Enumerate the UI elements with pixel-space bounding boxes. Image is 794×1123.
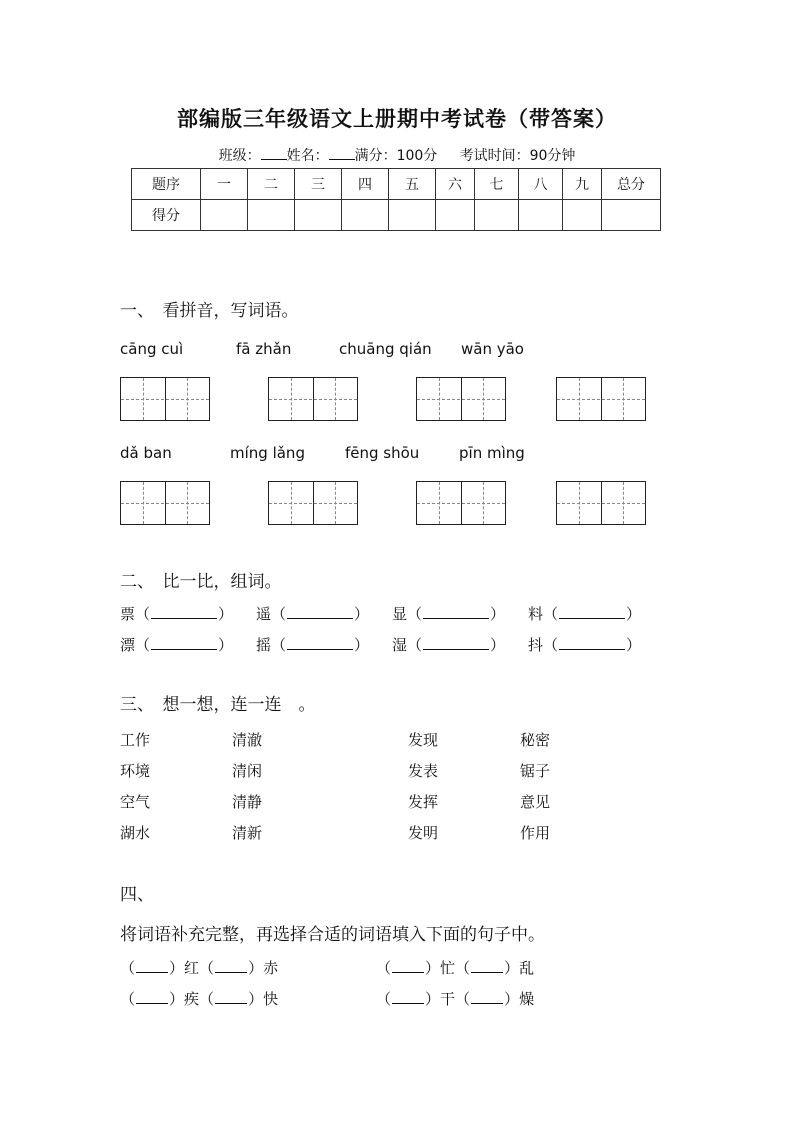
fill-char: 快 (263, 990, 279, 1008)
match-word[interactable]: 清闲 (232, 762, 263, 780)
score-cell[interactable] (519, 200, 563, 231)
match-word[interactable]: 秘密 (520, 731, 551, 749)
match-word[interactable]: 作用 (520, 824, 551, 842)
fill-item: （ ）红（ ）赤 (120, 959, 279, 977)
class-blank[interactable] (261, 147, 287, 160)
table-header: 五 (389, 169, 436, 200)
score-table-row (132, 200, 661, 231)
match-word[interactable]: 锯子 (520, 762, 551, 780)
answer-blank[interactable] (151, 605, 217, 619)
pinyin-8: pīn mìng (459, 444, 525, 462)
compare-char: 遥 (256, 605, 272, 623)
section3-heading: 三、 想一想，连一连 。 (120, 695, 316, 715)
pinyin-4: wān yāo (461, 340, 524, 358)
score-cell[interactable] (201, 200, 248, 231)
score-cell[interactable] (563, 200, 602, 231)
class-label: 班级： (218, 148, 261, 164)
score-table (131, 168, 661, 231)
match-word[interactable]: 工作 (120, 731, 151, 749)
fill-char: 红 (184, 959, 200, 977)
compare-char: 漂 (120, 636, 136, 654)
compare-item: 显（ ） (392, 605, 506, 623)
answer-blank[interactable] (151, 636, 217, 650)
compare-item: 摇（ ） (256, 636, 370, 654)
match-word[interactable]: 清静 (232, 793, 263, 811)
match-word[interactable]: 意见 (520, 793, 551, 811)
compare-item: 遥（ ） (256, 605, 370, 623)
table-header: 一 (201, 169, 248, 200)
writing-grid[interactable] (416, 377, 506, 421)
section4-instruction: 将词语补充完整，再选择合适的词语填入下面的句子中。 (120, 925, 545, 945)
answer-blank[interactable] (423, 636, 489, 650)
page-title: 部编版三年级语文上册期中考试卷（带答案） (177, 107, 617, 131)
row-label: 得分 (132, 200, 201, 231)
score-cell[interactable] (602, 200, 661, 231)
table-header: 总分 (602, 169, 661, 200)
exam-info (0, 145, 794, 165)
score-cell[interactable] (295, 200, 342, 231)
match-word[interactable]: 发表 (408, 762, 439, 780)
score-cell[interactable] (436, 200, 475, 231)
match-word[interactable]: 清澈 (232, 731, 263, 749)
name-label: 姓名： (286, 148, 329, 164)
answer-blank[interactable] (215, 959, 247, 973)
compare-item: 漂（ ） (120, 636, 234, 654)
score-cell[interactable] (248, 200, 295, 231)
fill-item: （ ）忙（ ）乱 (376, 959, 535, 977)
fill-char: 干 (440, 990, 456, 1008)
exam-time: 考试时间：90分钟 (459, 148, 576, 164)
score-table-header-row (132, 169, 661, 200)
section4-heading: 四、 (120, 885, 154, 905)
section1-heading: 一、 看拼音，写词语。 (120, 301, 299, 321)
answer-blank[interactable] (287, 636, 353, 650)
compare-item: 料（ ） (528, 605, 642, 623)
score-cell[interactable] (389, 200, 436, 231)
name-blank[interactable] (329, 147, 355, 160)
answer-blank[interactable] (392, 990, 424, 1004)
writing-grid[interactable] (120, 377, 210, 421)
fill-char: 燥 (519, 990, 535, 1008)
pinyin-7: fēng shōu (345, 444, 420, 462)
compare-item: 票（ ） (120, 605, 234, 623)
match-word[interactable]: 清新 (232, 824, 263, 842)
match-word[interactable]: 发明 (408, 824, 439, 842)
writing-grid[interactable] (556, 481, 646, 525)
answer-blank[interactable] (287, 605, 353, 619)
pinyin-6: míng lǎng (230, 444, 305, 462)
answer-blank[interactable] (559, 636, 625, 650)
fill-char: 忙 (440, 959, 456, 977)
match-word[interactable]: 空气 (120, 793, 151, 811)
compare-char: 票 (120, 605, 136, 623)
fill-char: 疾 (184, 990, 200, 1008)
table-header: 九 (563, 169, 602, 200)
table-header: 七 (475, 169, 519, 200)
fill-char: 乱 (519, 959, 535, 977)
pinyin-5: dǎ ban (120, 444, 172, 462)
table-header: 题序 (132, 169, 201, 200)
answer-blank[interactable] (136, 959, 168, 973)
table-header: 四 (342, 169, 389, 200)
full-score: 满分：100分 (354, 148, 438, 164)
fill-item: （ ）干（ ）燥 (376, 990, 535, 1008)
compare-char: 湿 (392, 636, 408, 654)
writing-grid[interactable] (556, 377, 646, 421)
answer-blank[interactable] (215, 990, 247, 1004)
writing-grid[interactable] (268, 377, 358, 421)
pinyin-2: fā zhǎn (236, 340, 292, 358)
match-word[interactable]: 发挥 (408, 793, 439, 811)
compare-item: 湿（ ） (392, 636, 506, 654)
match-word[interactable]: 环境 (120, 762, 151, 780)
match-word[interactable]: 发现 (408, 731, 439, 749)
compare-char: 摇 (256, 636, 272, 654)
score-cell[interactable] (342, 200, 389, 231)
writing-grid[interactable] (120, 481, 210, 525)
compare-char: 料 (528, 605, 544, 623)
table-header: 六 (436, 169, 475, 200)
table-header: 三 (295, 169, 342, 200)
score-cell[interactable] (475, 200, 519, 231)
writing-grid[interactable] (416, 481, 506, 525)
answer-blank[interactable] (423, 605, 489, 619)
match-word[interactable]: 湖水 (120, 824, 151, 842)
table-header: 八 (519, 169, 563, 200)
compare-item: 抖（ ） (528, 636, 642, 654)
compare-char: 抖 (528, 636, 544, 654)
answer-blank[interactable] (471, 959, 503, 973)
table-header: 二 (248, 169, 295, 200)
section2-heading: 二、 比一比，组词。 (120, 572, 282, 592)
fill-char: 赤 (263, 959, 279, 977)
answer-blank[interactable] (136, 990, 168, 1004)
answer-blank[interactable] (559, 605, 625, 619)
pinyin-1: cāng cuì (120, 340, 184, 358)
fill-item: （ ）疾（ ）快 (120, 990, 279, 1008)
pinyin-3: chuāng qián (339, 340, 432, 358)
writing-grid[interactable] (268, 481, 358, 525)
answer-blank[interactable] (471, 990, 503, 1004)
answer-blank[interactable] (392, 959, 424, 973)
compare-char: 显 (392, 605, 408, 623)
